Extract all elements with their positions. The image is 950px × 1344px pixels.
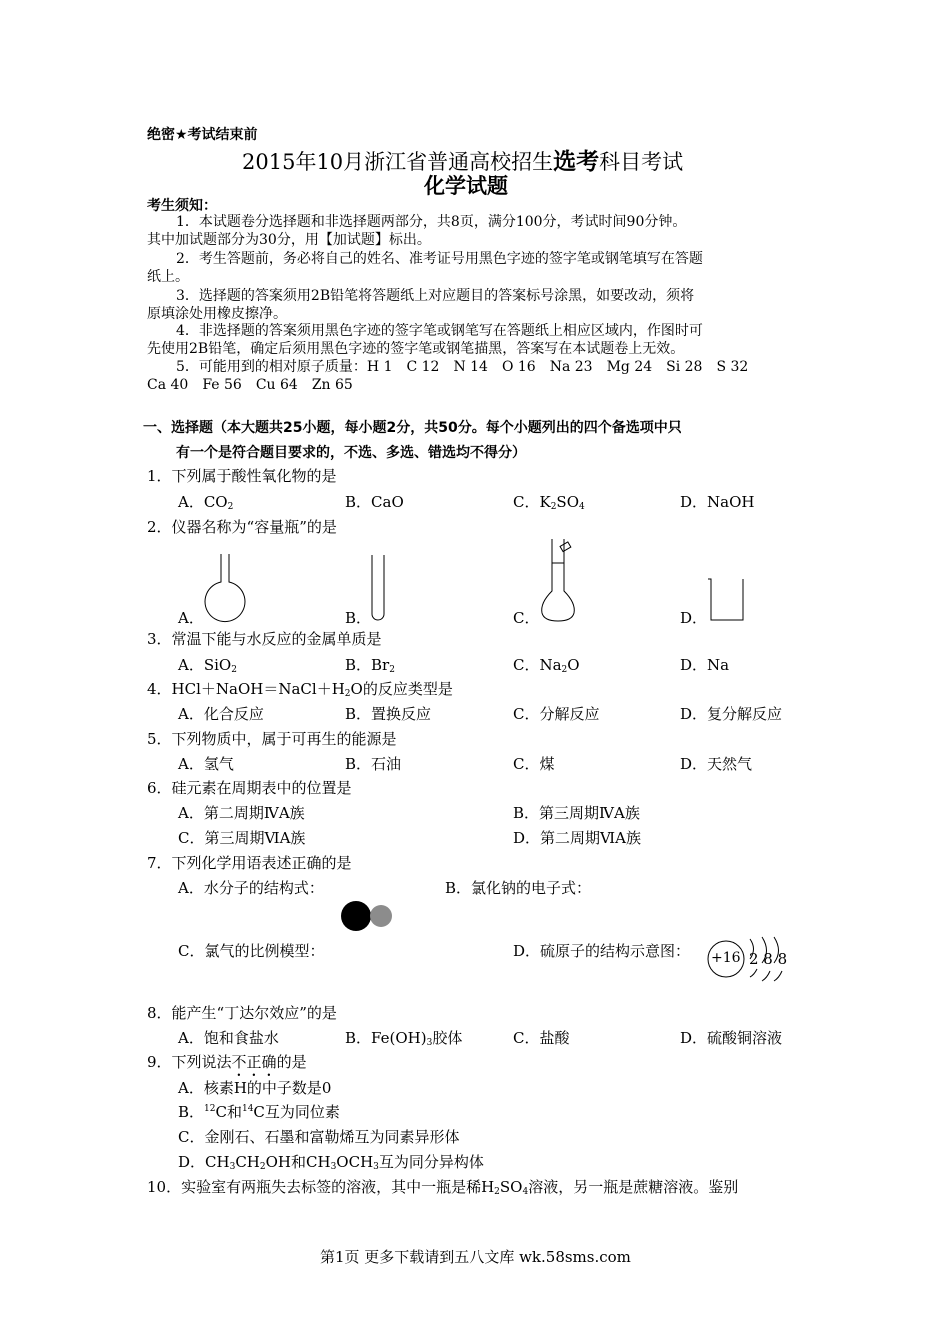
q7-option-d: D．硫原子的结构示意图： [513,942,691,960]
q8-option-d: D．硫酸铜溶液 [680,1029,783,1047]
exam-title-part1: 2015年10月浙江省普通高校招生 [242,150,554,174]
q9-option-c: C．金刚石、石墨和富勒烯互为同素异形体 [178,1128,460,1146]
question-9-stem: 9．下列说法不正确的是 [147,1053,307,1071]
subject-title: 化学试题 [424,174,508,198]
q6-option-b: B．第三周期ⅣA族 [513,804,640,822]
notice-item: 纸上。 [147,269,189,285]
question-3-stem: 3．常温下能与水反应的金属单质是 [147,630,382,648]
q5-option-c: C．煤 [513,755,555,773]
question-6-stem: 6．硅元素在周期表中的位置是 [147,779,352,797]
q5-option-d: D．天然气 [680,755,753,773]
test-tube-icon [370,552,390,624]
notice-item: 其中加试题部分为30分，用【加试题】标出。 [147,232,431,248]
notice-item: 先使用2B铅笔，确定后须用黑色字迹的签字笔或钢笔描黑，答案写在本试题卷上无效。 [147,341,685,357]
exam-title-part2: 选考 [553,149,600,175]
q7-option-b: B．氯化钠的电子式： [445,879,592,897]
q5-option-a: A．氢气 [178,755,234,773]
q1-option-c: C．$K_2SO_4$ [513,493,585,512]
notice-item: 5．可能用到的相对原子质量：H 1 C 12 N 14 O 16 Na 23 Mg 24 Si 28 S 32 [176,359,749,375]
notice-item: Ca 40 Fe 56 Cu 64 Zn 65 [147,377,353,393]
question-5-stem: 5．下列物质中，属于可再生的能源是 [147,730,397,748]
q4-option-d: D．复分解反应 [680,705,783,723]
q3-option-d: D．Na [680,656,730,674]
section-heading-cont: 有一个是符合题目要求的，不选、多选、错选均不得分） [176,445,526,461]
section-heading: 一、选择题（本大题共25小题，每小题2分，共50分。每个小题列出的四个备选项中只 [143,420,682,436]
question-1-stem: 1．下列属于酸性氧化物的是 [147,467,337,485]
question-8-stem: 8．能产生“丁达尔效应”的是 [147,1004,337,1022]
electron-shells: 2 8 8 [749,950,788,968]
q7-option-c: C．氯气的比例模型： [178,942,325,960]
q4-option-b: B．置换反应 [345,705,432,723]
q6-option-c: C．第三周期ⅥA族 [178,829,306,847]
q6-option-d: D．第二周期ⅥA族 [513,829,641,847]
q1-option-b: B．CaO [345,493,404,511]
emphasis-text: 不正确 [231,1053,277,1071]
q2-option-c: C． [513,609,540,627]
q1-option-a: A．$CO_2$ [178,493,234,512]
q3-option-b: B．$Br_2$ [345,656,395,675]
q8-option-b: B．$Fe(OH)_3$胶体 [345,1029,463,1048]
q8-option-c: C．盐酸 [513,1029,570,1047]
notice-item: 1．本试题卷分选择题和非选择题两部分，共8页，满分100分，考试时间90分钟。 [176,214,687,230]
volumetric-flask-icon [537,533,587,625]
q9-option-b: B．$^{12}$C和$^{14}$C互为同位素 [178,1103,340,1121]
nucleus-charge: +16 [711,950,741,966]
question-7-stem: 7．下列化学用语表述正确的是 [147,854,352,872]
notice-item: 4．非选择题的答案须用黑色字迹的签字笔或钢笔写在答题纸上相应区域内，作图时可 [176,323,703,339]
q2-option-a: A． [178,609,204,627]
confidential-label: 绝密★考试结束前 [147,127,258,143]
notice-heading: 考生须知： [147,198,217,214]
question-2-stem: 2．仪器名称为“容量瓶”的是 [147,518,337,536]
notice-item: 原填涂处用橡皮擦净。 [147,306,287,322]
q2-option-b: B． [345,609,372,627]
q3-option-c: C．$Na_2O$ [513,656,580,675]
q6-option-a: A．第二周期ⅣA族 [178,804,305,822]
round-bottom-flask-icon [200,552,250,624]
notice-item: 2．考生答题前，务必将自己的姓名、准考证号用黑色字迹的签字笔或钢笔填写在答题 [176,251,703,267]
q3-option-a: A．SiO$_2$ [178,656,237,675]
q4-option-a: A．化合反应 [178,705,264,723]
notice-item: 3．选择题的答案须用2B铅笔将答题纸上对应题目的答案标号涂黑，如要改动，须将 [176,288,695,304]
q9-option-a: A．核素H的中子数是0 [178,1079,332,1097]
q8-option-a: A．饱和食盐水 [178,1029,279,1047]
question-4-stem: 4．$HCl+NaOH=NaCl+H_2O$的反应类型是 [147,680,453,699]
q7-option-a: A．水分子的结构式： [178,879,324,897]
q5-option-b: B．石油 [345,755,402,773]
beaker-icon [705,574,750,624]
question-10-stem: 10．实验室有两瓶失去标签的溶液，其中一瓶是稀$H_2SO_4$溶液，另一瓶是蔗糖溶液。鉴别 [147,1178,739,1197]
q1-option-d: D．NaOH [680,493,755,511]
exam-title-part3: 科目考试 [599,150,684,174]
chlorine-space-filling-model-icon [339,900,399,934]
page-footer: 第1页 更多下载请到五八文库 wk.58sms.com [320,1248,631,1266]
q9-option-d: D．$CH_3CH_2OH$和$CH_3OCH_3$互为同分异构体 [178,1153,484,1172]
q4-option-c: C．分解反应 [513,705,600,723]
q2-option-d: D． [680,609,708,627]
